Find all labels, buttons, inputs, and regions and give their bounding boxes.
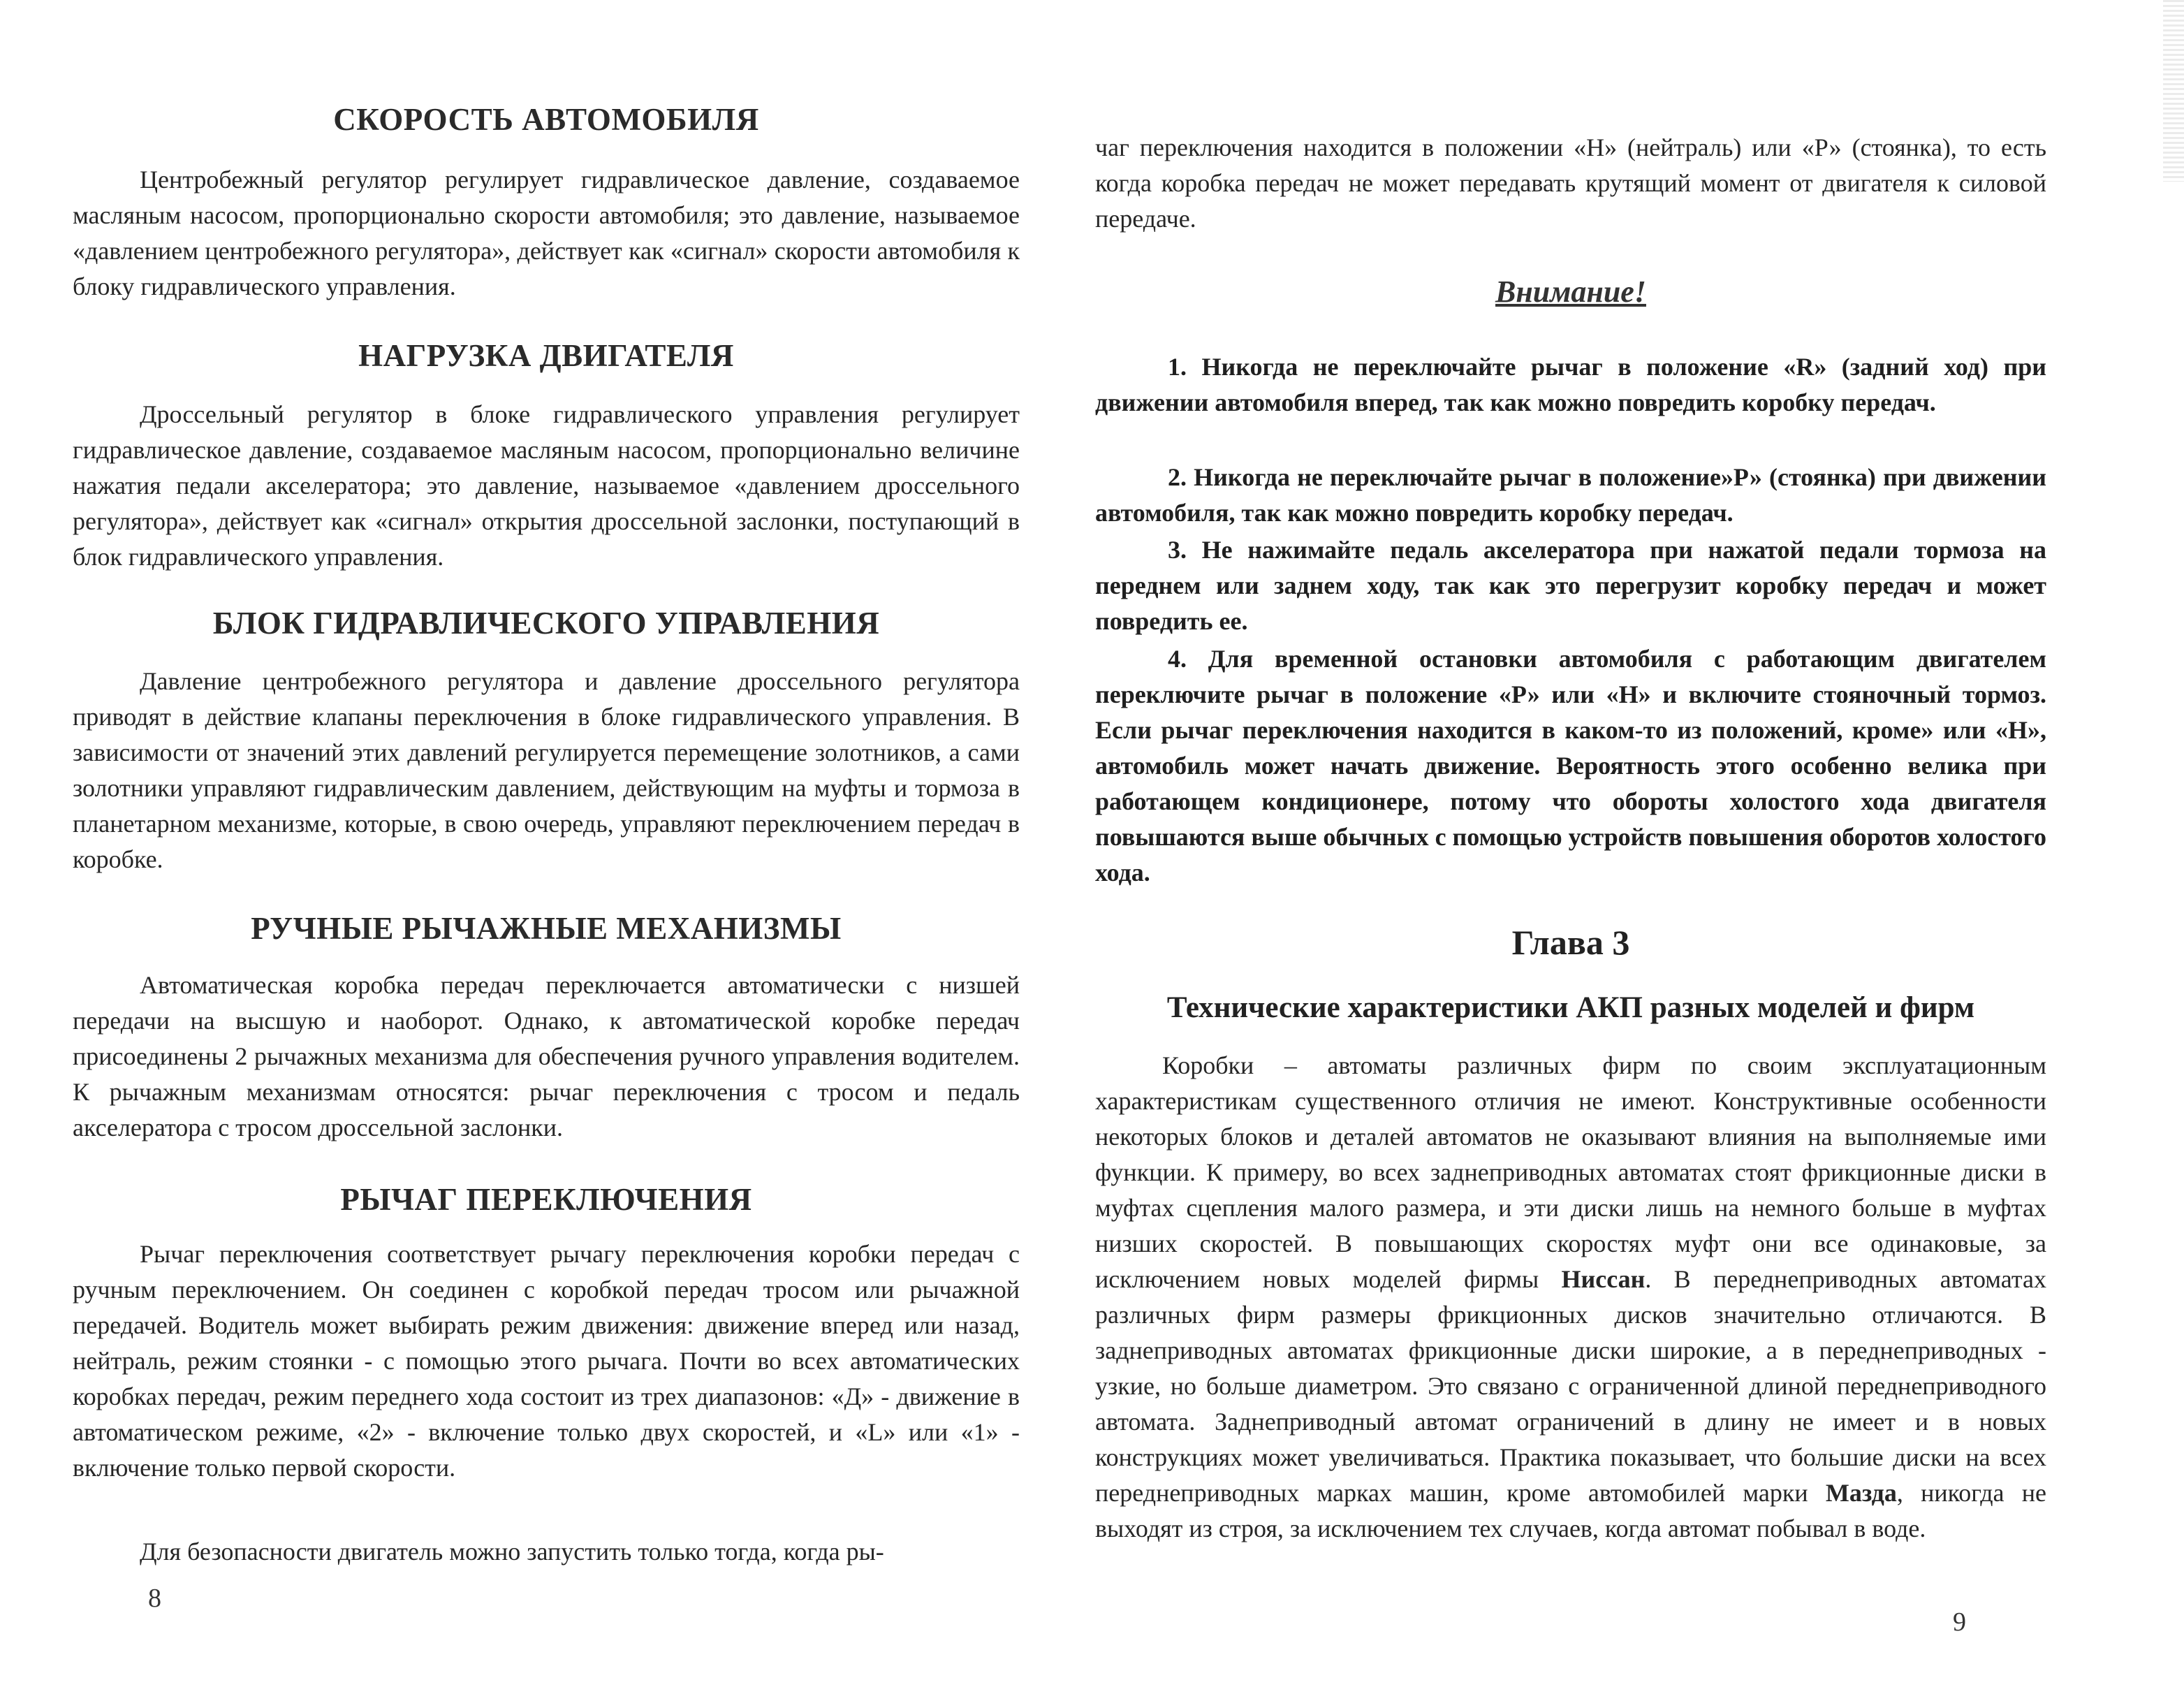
warning-2: 2. Никогда не переключайте рычаг в положение»Р» (стоянка) при движении автомобиля, так как можно повредить коробку передач. [1095, 463, 2046, 527]
heading-manual-lever-mechanisms: РУЧНЫЕ РЫЧАЖНЫЕ МЕХАНИЗМЫ [251, 911, 842, 946]
warning-1: 1. Никогда не переключайте рычаг в положение «R» (задний ход) при движении автомобиля вперед, так как можно повредить коробку передач. [1095, 353, 2046, 416]
page-number-left: 8 [148, 1584, 161, 1613]
right-page [1095, 0, 2046, 1708]
chapter-paragraph-part2: . В переднеприводных автоматах различных фирм размеры фрикционных дисков значительно отличаются. В заднеприводных автоматах фрикционные диски широкие, а в переднеприводных - узкие, но больше диаметром. Это связано с ограниченной длиной переднеприводного автомата. Заднеприводный автомат ограничений в длину не имеет и в новых конструкциях может увеличиваться. Практика показывает, что большие диски на всех переднеприводных марках машин, кроме автомобилей марки [1095, 1265, 2046, 1507]
heading-hydraulic-control-block: БЛОК ГИДРАВЛИЧЕСКОГО УПРАВЛЕНИЯ [212, 606, 880, 641]
paragraph-vehicle-speed: Центробежный регулятор регулирует гидравлическое давление, создаваемое масляным насосом, пропорционально скорости автомобиля; это давление, называемое «давлением центробежного регулятора», действует как «сигнал» скорости автомобиля к блоку гидравлического управления. [73, 166, 1020, 300]
heading-vehicle-speed: СКОРОСТЬ АВТОМОБИЛЯ [333, 102, 759, 137]
chapter-paragraph [1095, 1048, 2046, 1547]
heading-shift-lever: РЫЧАГ ПЕРЕКЛЮЧЕНИЯ [340, 1182, 752, 1217]
attention-title: Внимание! [1495, 275, 1646, 309]
brand-nissan: Ниссан [1561, 1265, 1646, 1293]
paragraph-continuation: чаг переключения находится в положении «Н» (нейтраль) или «Р» (стоянка), то есть когда коробка передач не может передавать крутящий момент от двигателя к силовой передаче. [1095, 133, 2046, 233]
heading-engine-load: НАГРУЗКА ДВИГАТЕЛЯ [358, 338, 734, 373]
paragraph-shift-lever: Рычаг переключения соответствует рычагу переключения коробки передач с ручным переключением. Он соединен с коробкой передач тросом или рычажной передачей. Водитель может выбирать режим движения: движение вперед или назад, нейтраль, режим стоянки - с помощью этого рычага. Почти во всех автоматических коробках передач, режим переднего хода состоит из трех диапазонов: «Д» - движение в автоматическом режиме, «2» - включение только двух скоростей, и «L» или «1» - включение только первой скорости. [73, 1240, 1020, 1482]
brand-mazda: Мазда [1825, 1479, 1897, 1507]
left-page [73, 0, 1020, 1708]
paragraph-hydraulic-control-block: Давление центробежного регулятора и давление дроссельного регулятора приводят в действие клапаны переключения в блоке гидравлического управления. В зависимости от значений этих давлений регулируется перемещение золотников, а сами золотники управляют гидравлическим давлением, действующим на муфты и тормоза в планетарном механизме, которые, в свою очередь, управляют переключением передач в коробке. [73, 667, 1020, 873]
warning-3: 3. Не нажимайте педаль акселератора при нажатой педали тормоза на переднем или заднем ходу, так как это перегрузит коробку передач и может повредить ее. [1095, 536, 2046, 635]
page-number-right: 9 [1953, 1607, 1966, 1637]
scan-edge-artifact [2163, 0, 2184, 182]
chapter-title: Глава 3 [1511, 923, 1630, 962]
paragraph-engine-load: Дроссельный регулятор в блоке гидравлического управления регулирует гидравлическое давление, создаваемое масляным насосом, пропорционально величине нажатия педали акселератора; это давление, называемое «давлением дроссельного регулятора», действует как «сигнал» открытия дроссельной заслонки, поступающий в блок гидравлического управления. [73, 400, 1020, 571]
chapter-paragraph-part1: Коробки – автоматы различных фирм по своим эксплуатационным характеристикам существенного отличия не имеют. Конструктивные особенности некоторых блоков и деталей автоматов не оказывают влияния на выполняемые ими функции. К примеру, во всех заднеприводных автоматах стоят фрикционные диски в муфтах сцепления малого размера, и эти диски лишь на немного больше в муфтах низших скоростей. В повышающих скоростях муфт они все одинаковые, за исключением новых моделей фирмы [1095, 1051, 2046, 1293]
warning-4: 4. Для временной остановки автомобиля с работающим двигателем переключите рычаг в положение «Р» или «Н» и включите стояночный тормоз. Если рычаг переключения находится в каком-то из положений, кроме» или «Н», автомобиль может начать движение. Вероятность этого особенно велика при работающем кондиционере, потому что обороты холостого хода двигателя повышаются выше обычных с помощью устройств повышения оборотов холостого хода. [1095, 645, 2047, 886]
chapter-subtitle: Технические характеристики АКП разных моделей и фирм [1166, 991, 1975, 1024]
paragraph-manual-lever-mechanisms: Автоматическая коробка передач переключается автоматически с низшей передачи на высшую и наоборот. Однако, к автоматической коробке передач присоединены 2 рычажных механизма для обеспечения ручного управления водителем. К рычажным механизмам относятся: рычаг переключения с тросом и педаль акселератора с тросом дроссельной заслонки. [73, 971, 1020, 1141]
chapter-paragraph-part3: , никогда не выходят из строя, за исключением тех случаев, когда автомат побывал в воде. [1095, 1479, 2046, 1542]
paragraph-safety-start: Для безопасности двигатель можно запустить только тогда, когда ры- [140, 1538, 884, 1565]
